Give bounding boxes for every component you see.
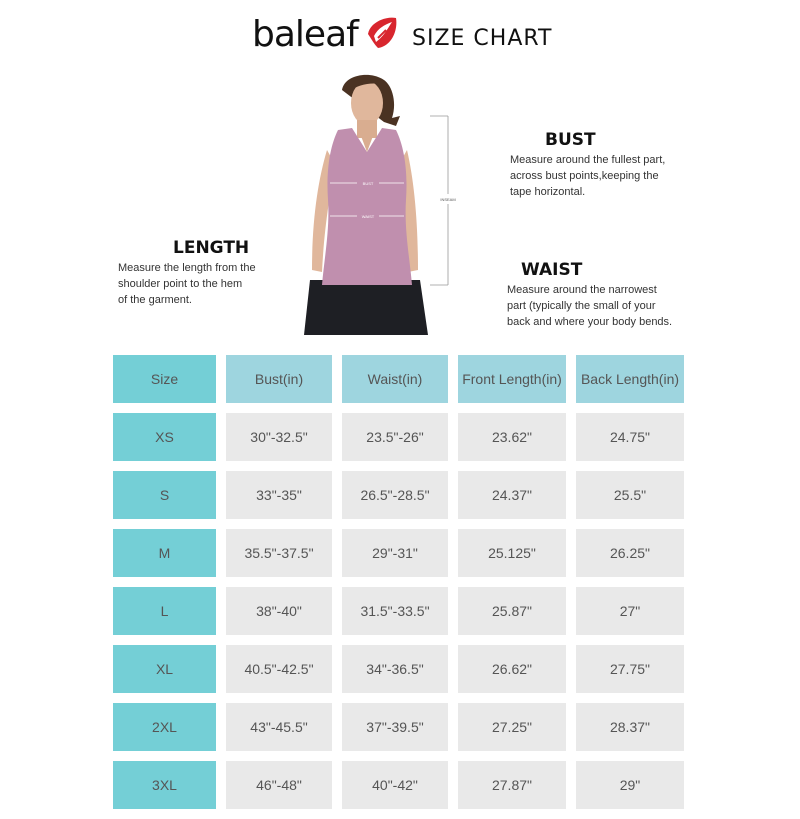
length-desc-line: of the garment. [118,294,192,306]
header-waist: Waist(in) [342,355,448,403]
size-table [103,345,694,819]
header-size: Size [113,355,216,403]
measurement-cell: 43"-45.5" [226,703,332,751]
table-row [113,413,684,461]
length-desc-line: Measure the length from the [118,262,256,274]
measurement-cell: 29" [576,761,684,809]
measurement-cell: 24.37" [458,471,566,519]
measurement-figure [0,70,800,340]
measurement-cell: 30"-32.5" [226,413,332,461]
length-desc-line: shoulder point to the hem [118,278,243,290]
measurement-cell: 33"-35" [226,471,332,519]
bust-desc-line: tape horizontal. [510,186,586,198]
measurement-cell: 23.62" [458,413,566,461]
size-cell: 3XL [113,761,216,809]
measurement-cell: 26.5"-28.5" [342,471,448,519]
bust-desc-line: across bust points,keeping the [510,170,659,182]
length-title: LENGTH [173,238,250,258]
size-cell: M [113,529,216,577]
size-cell: 2XL [113,703,216,751]
bust-description [510,152,665,200]
table-row [113,761,684,809]
shirt-bust-label: BUST [362,181,374,186]
measurement-cell: 27.25" [458,703,566,751]
measurement-cell: 24.75" [576,413,684,461]
measurement-cell: 26.25" [576,529,684,577]
measurement-cell: 27" [576,587,684,635]
chart-title: SIZE CHART [412,26,553,51]
measurement-cell: 28.37" [576,703,684,751]
measurement-cell: 27.75" [576,645,684,693]
measurement-cell: 25.87" [458,587,566,635]
measurement-cell: 31.5"-33.5" [342,587,448,635]
size-cell: S [113,471,216,519]
length-description [118,260,256,308]
measurement-cell: 25.125" [458,529,566,577]
bust-desc-line: Measure around the fullest part, [510,154,666,166]
bust-title: BUST [545,130,596,150]
measurement-cell: 40"-42" [342,761,448,809]
size-cell: XS [113,413,216,461]
header [0,12,800,60]
table-row [113,471,684,519]
length-label: INSEAM [440,197,456,202]
header-bust: Bust(in) [226,355,332,403]
measurement-cell: 46"-48" [226,761,332,809]
leaf-logo-icon [362,14,402,54]
measurement-cell: 34"-36.5" [342,645,448,693]
measurement-cell: 27.87" [458,761,566,809]
shirt-waist-label: WAIST [361,214,375,219]
measurement-cell: 26.62" [458,645,566,693]
table-row [113,529,684,577]
size-cell: XL [113,645,216,693]
table-row [113,645,684,693]
measurement-cell: 25.5" [576,471,684,519]
table-row [113,703,684,751]
table-header-row [113,355,684,403]
header-front-length: Front Length(in) [458,355,566,403]
measurement-cell: 40.5"-42.5" [226,645,332,693]
measurement-cell: 37"-39.5" [342,703,448,751]
brand-name: baleaf [252,14,358,55]
measurement-cell: 35.5"-37.5" [226,529,332,577]
measurement-cell: 38"-40" [226,587,332,635]
table-row [113,587,684,635]
table-body [113,413,684,809]
header-back-length: Back Length(in) [576,355,684,403]
measurement-cell: 23.5"-26" [342,413,448,461]
waist-desc-line: back and where your body bends. [507,316,673,328]
waist-title: WAIST [521,260,583,280]
measurement-cell: 29"-31" [342,529,448,577]
size-cell: L [113,587,216,635]
waist-description [507,282,672,330]
waist-desc-line: Measure around the narrowest [507,284,657,296]
waist-desc-line: part (typically the small of your [507,300,656,312]
